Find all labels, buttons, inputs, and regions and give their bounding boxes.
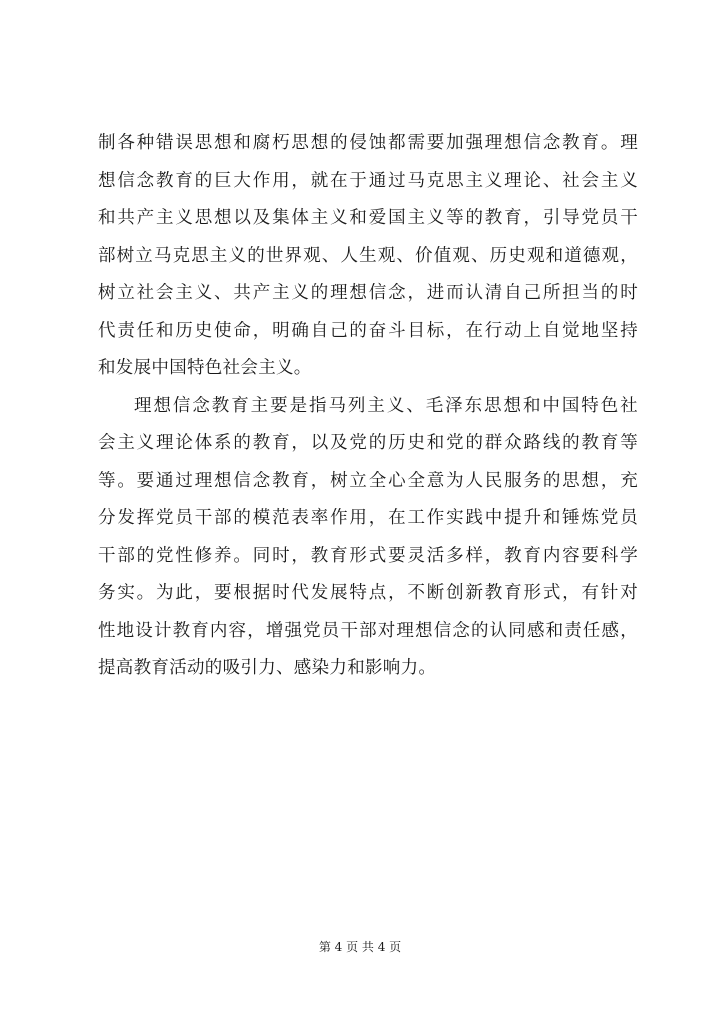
text-line: 部树立马克思主义的世界观、人生观、价值观、历史观和道德观， [98,245,638,266]
text-line: 分发挥党员干部的模范表率作用，在工作实践中提升和锤炼党员 [98,508,638,528]
text-line: 会主义理论体系的教育，以及党的历史和党的群众路线的教育等 [98,433,638,453]
text-line: 和共产主义思想以及集体主义和爱国主义等的教育，引导党员干 [98,208,638,228]
text-line: 代责任和历史使命，明确自己的奋斗目标，在行动上自觉地坚持 [98,320,638,341]
text-line: 提高教育活动的吸引力、感染力和影响力。 [98,658,437,678]
text-line: 性地设计教育内容，增强党员干部对理想信念的认同感和责任感， [98,620,638,641]
text-line: 和发展中国特色社会主义。 [98,358,312,378]
text-line: 等。要通过理想信念教育，树立全心全意为人民服务的思想，充 [98,470,638,491]
document-body [98,125,638,688]
text-line: 干部的党性修养。同时，教育形式要灵活多样，教育内容要科学 [98,545,638,566]
paragraph-2 [98,388,638,688]
paragraph-1 [98,125,638,388]
page-number-footer: 第 4 页 共 4 页 [318,940,402,954]
text-line: 树立社会主义、共产主义的理想信念，进而认清自己所担当的时 [98,283,638,303]
text-line: 想信念教育的巨大作用，就在于通过马克思主义理论、社会主义 [98,170,638,191]
text-line: 制各种错误思想和腐朽思想的侵蚀都需要加强理想信念教育。理 [98,133,638,153]
text-line: 理想信念教育主要是指马列主义、毛泽东思想和中国特色社 [134,395,638,416]
text-line: 务实。为此，要根据时代发展特点，不断创新教育形式，有针对 [98,583,638,603]
